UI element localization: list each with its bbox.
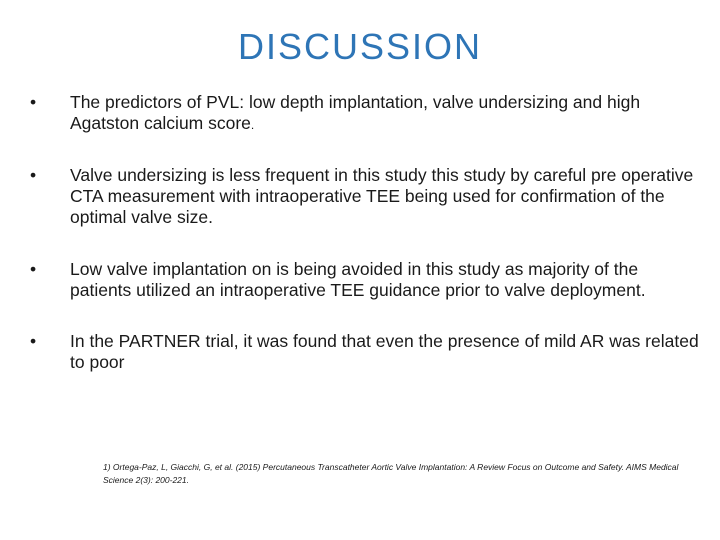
bullet-text: Valve undersizing is less frequent in this study this study by careful pre operative CTA measurement with intraoperative TEE being used for confirmation of the optimal valve size.: [70, 165, 694, 227]
bullet-item-pvl-predictors: [30, 92, 700, 136]
bullet-marker: •: [30, 92, 37, 112]
bullet-marker: •: [30, 259, 37, 279]
bullet-text: Low valve implantation on is being avoided in this study as majority of the patients utilized an intraoperative TEE guidance prior to valve deployment.: [70, 259, 646, 300]
bullet-text: In the PARTNER trial, it was found that even the presence of mild AR was related to poor: [70, 331, 699, 372]
bullet-marker: •: [30, 165, 37, 185]
bullet-item-partner-trial: [30, 331, 700, 373]
slide-title: DISCUSSION: [237, 26, 483, 67]
bullet-marker: •: [30, 331, 37, 351]
bullet-item-valve-undersizing: [30, 165, 700, 228]
bullet-trailing-period: .: [250, 118, 255, 132]
bullet-text: The predictors of PVL: low depth implantation, valve undersizing and high Agatston calcium score: [70, 92, 641, 133]
bullet-item-low-implantation: [30, 259, 700, 301]
bullet-list: [30, 92, 700, 373]
reference-footnote: 1) Ortega-Paz, L, Giacchi, G, et al. (2015) Percutaneous Transcatheter Aortic Valve Implantation: A Review Focus on Outcome and Safety. AIMS Medical Science 2(3): 200-221.: [103, 462, 679, 485]
